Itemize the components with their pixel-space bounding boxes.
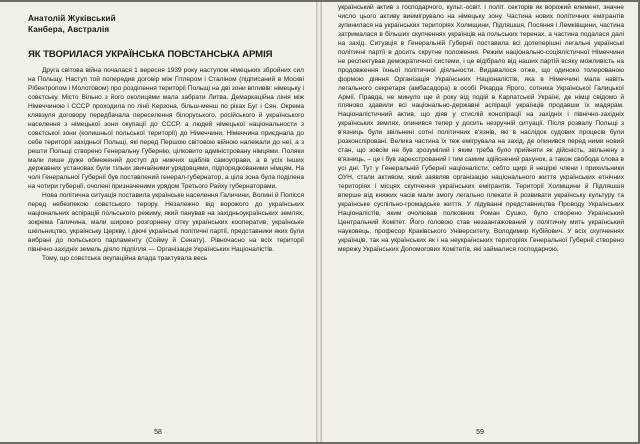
left-page [0,2,316,442]
author-name: Анатолій Жуківський [28,14,116,23]
paragraph: Тому, що совєтська окупаційна влада трактувала весь [42,255,208,263]
paragraph: Нова політична ситуація поставила українське населення Галичини, Волині й Полісся перед небезпекою совєтського терору. Незалежно від ворожого до українських національних аспірацій польського режиму, який панував на західньоукраїнських землях, зокрема Галичина, мали широко розгорнену сітку українських кооператив, українське шкільництво, українську Церкву, і діючі українські політичні партії, представники яких були вибрані до польського парламенту (Сойму й Сенату). Рівночасно на всіх території північно-західніх земель діяло підпілля — Організація Українських Націоналістів. [28,192,304,254]
book-gutter [316,2,322,442]
article-title: ЯК ТВОРИЛАСЯ УКРАЇНСЬКА ПОВСТАНСЬКА АРМІЯ [28,49,273,60]
paragraph: Друга світова війна почалася 1 вересня 1939 року наступом німецьких збройних сил на Польщу. Наступ той попередив договір між Гітлером і Сталіном (підписаний в Москві Рібентропом і Молотовом) про розділення території Польщі на дві зони впливів: німецьку і совєтську. Місто Вільно з його околицями мала забрати Литва. Демаркаційна лінія між Німеччиною і СССР проходила по лінії Керзона, більш-менш по ріках Буг і Сян. Окрема клявзуля договору передбачала переселення білоруського, російського й українського населення з німецької зони окупації до СССР, а людей німецької національности з совєтської зони (колишньої польської території) до Німеччини. Німеччина приєднала до себе території західньої Польщі, які перед Першою світовою війною належали до неї, а з решти Польщі створено Генеральну Губернію, цілковито адміністровану німцями. Поляки мали лише дуже обмежений доступ до нижчих щаблів самоуправи, а в усіх інших державних установах були тільки звичайними урядовцями, підпорядкованими німцям. На чолі Генеральної Губернії був поставлений генерал-губернатор, а ціла зона була поділена на чотири губернії, очолені призначеними урядом Третього Райху губернаторами. [28,67,304,191]
page-number: 58 [154,429,162,436]
paragraph: український актив з господарчого, культ.-освіт. і політ. секторів як ворожий елемент, значне число цього активу виемігрувало на німецьку зону. Частина нових політичних емігрантів зупинилася на українських територіях Холмщини, Підляшшя, Посяння і Лемківщини, частина затрималася в більших скупченнях українців на польських теренах, а частина подалася далі на захід. Ситуація в Генеральній Губернії поставила всі дотеперішні легальні українські політичні партії в досить скрутне положення. Режим національно-соціялістичної Німеччини не респектував демократичної системи, і це відібрало від наших партій всяку можливість на продовження їхньої політичної діяльности. Видавалося отже, що одиноко толерованою формою діяння Організація Українських Націоналістів, яка в Німеччині мала навіть легального секретаря (амбасадора) в особі Рікарда Ярого, сотника Української Галицької Армії. Правда, не минуло ще й року від подій в Карпатській Україні, де німці свідомо й пляново здавили всі національно-державні аспірації українців продавши їх мадярам. Націоналістичний актив, що діяв у стислій конспірації на західніх і північно-західніх українських землях, опинився тепер у досить незручній ситуації. Після розвалу Польщі з в'язниць були звільнені сотні політичних в'язнів, які в наслідок судових процесів були розконспіровані. Велика частина їх теж емігрувала на захід, де опинився перед ними новий стан, що зовсім не був зрозумілий і яким треба було прийняти як дійсність, звільнену з в'язниць, – це і був зареєстрований і тим самим здійснений рахунок, а також свобода слова в усі дні. Тут у Генеральній Губернії націоналісти, себто щирі й неціркі члени і прихильники ОУН, стали активом, який заявляв організацію національного життя українських етнічних територіях і місцях скупчення українських емігрантів. Території Холмщини й Підляшшя вперше від княжих часів мали змогу легально плекати й розвивати українську культуру та українське суспільно-громадське життя. У лідуванні представництва Проводу Українських Націоналістів, яким очолював полковник Роман Сушко, було створено Український Центральний Комітет. Його головою став незаангажований у політичну мить український науковець, професор Краківського Університету, Володимир Кубійович. У всіх скупченнях українців, так на українських як і на неукраїнських територіях Генеральної Губернії створено мережу Українських Допомогових Комітетів, які займалися господарчою, [338,4,624,253]
page-number: 59 [476,429,484,436]
right-page [322,2,638,442]
author-location: Канбера, Австралія [28,24,110,34]
